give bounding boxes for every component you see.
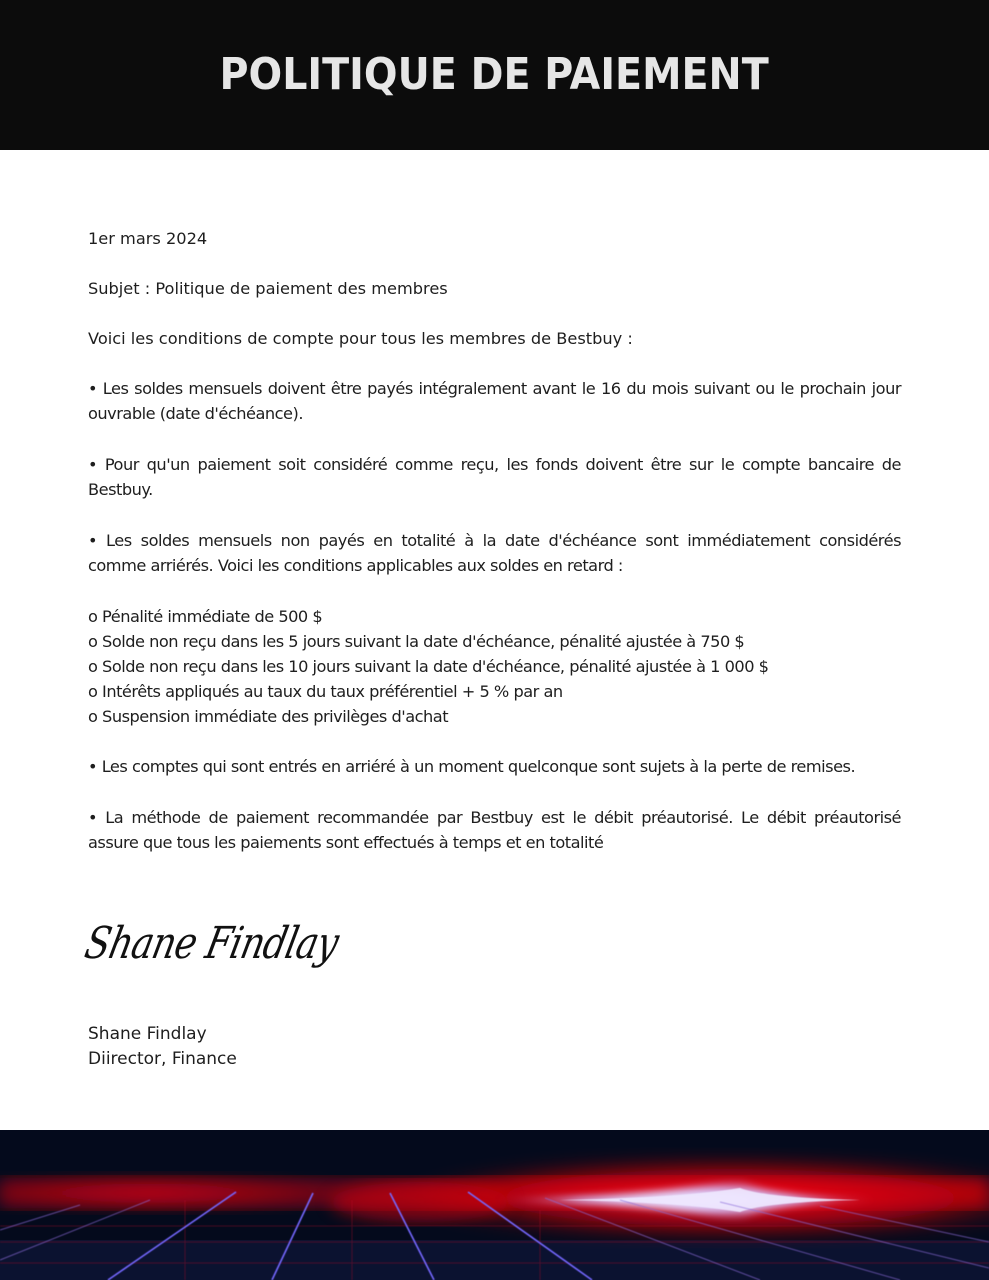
letter-intro: Voici les conditions de compte pour tous les membres de Bestbuy : (88, 329, 633, 348)
sub-item-penalty-750: o Solde non reçu dans les 5 jours suivant la date d'échéance, pénalité ajustée à 750 $ (88, 632, 745, 651)
sub-item-suspension: o Suspension immédiate des privilèges d'achat (88, 707, 449, 726)
bullet-due-date: • Les soldes mensuels doivent être payés intégralement avant le 16 du mois suivant ou le prochain jour ouvrable (date d'échéance). (88, 379, 901, 423)
bullet-preauthorized-debit: • La méthode de paiement recommandée par Bestbuy est le débit préautorisé. Le débit préautorisé assure que tous les paiements sont effectués à temps et en totalité (88, 808, 901, 852)
page-title: POLITIQUE DE PAIEMENT (219, 48, 770, 100)
sub-item-interest: o Intérêts appliqués au taux du taux préférentiel + 5 % par an (88, 682, 563, 701)
signatory-name: Shane Findlay (88, 1024, 207, 1044)
neon-grid-illustration (0, 1130, 989, 1280)
bullet-discount-loss: • Les comptes qui sont entrés en arriéré à un moment quelconque sont sujets à la perte de remises. (88, 757, 856, 776)
bullet-arrears: • Les soldes mensuels non payés en totalité à la date d'échéance sont immédiatement considérés comme arriérés. Voici les conditions applicables aux soldes en retard : (88, 531, 901, 575)
signature-block (88, 1022, 237, 1072)
letter-body (88, 226, 901, 855)
signatory-title: Diirector, Finance (88, 1049, 237, 1069)
handwritten-signature: Shane Findlay (80, 918, 343, 969)
letter-date: 1er mars 2024 (88, 229, 208, 248)
sub-item-penalty-500: o Pénalité immédiate de 500 $ (88, 607, 323, 626)
letter-subject: Subjet : Politique de paiement des membres (88, 279, 448, 298)
header-banner (0, 0, 989, 150)
sub-item-penalty-1000: o Solde non reçu dans les 10 jours suivant la date d'échéance, pénalité ajustée à 1 000 $ (88, 657, 769, 676)
bullet-funds-received: • Pour qu'un paiement soit considéré comme reçu, les fonds doivent être sur le compte bancaire de Bestbuy. (88, 455, 901, 499)
footer-neon-grid-image (0, 1130, 989, 1280)
